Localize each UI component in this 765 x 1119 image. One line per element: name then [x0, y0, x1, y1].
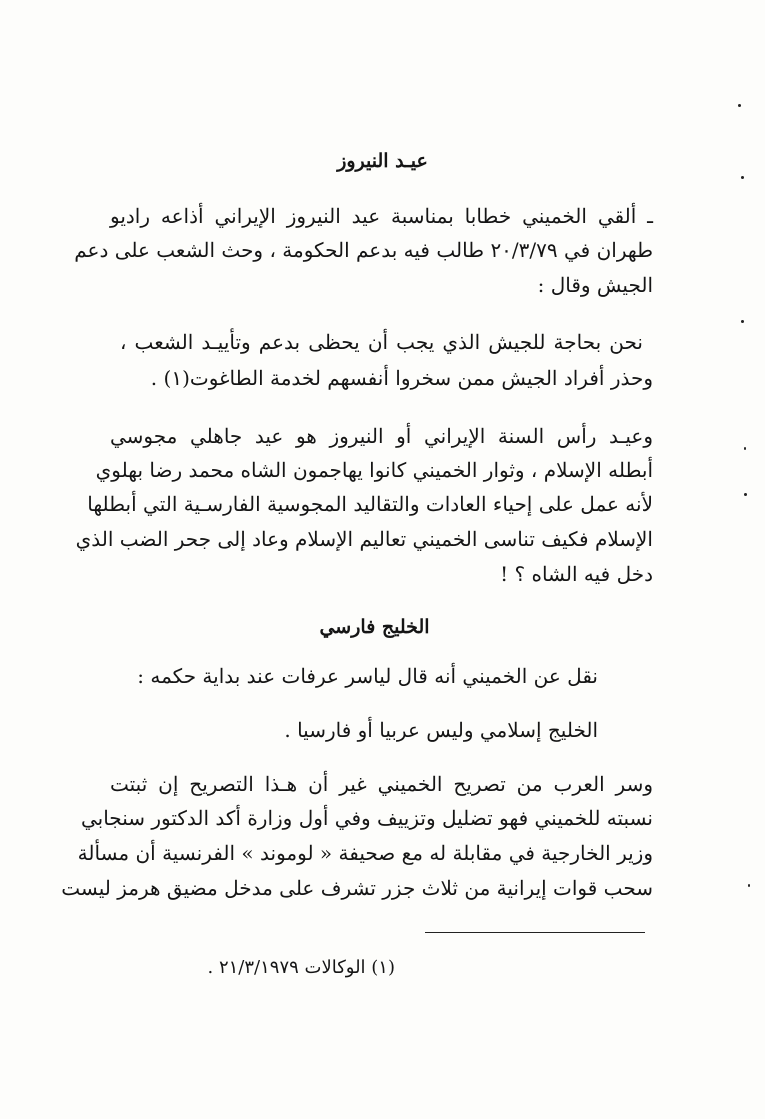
paragraph-line: وسر العرب من تصريح الخميني غير أن هـذا التصريح إن ثبتت: [110, 772, 653, 796]
quote-line: الخليج إسلامي وليس عربيا أو فارسيا .: [284, 718, 598, 742]
scan-speck: [744, 447, 746, 450]
paragraph-line: ـ ألقي الخميني خطابا بمناسبة عيد النيروز الإيراني أذاعه راديو: [110, 204, 653, 228]
paragraph-line: وزير الخارجية في مقابلة له مع صحيفة « لوموند » الفرنسية أن مسألة: [77, 841, 653, 865]
paragraph-line: طهران في ٢٠/٣/٧٩ طالب فيه بدعم الحكومة ، وحث الشعب على دعم: [74, 238, 653, 262]
footnote: (١) الوكالات ٢١/٣/١٩٧٩ .: [207, 957, 395, 978]
paragraph-line: سحب قوات إيرانية من ثلاث جزر تشرف على مدخل مضيق هرمز ليست: [61, 876, 653, 900]
paragraph-line: لأنه عمل على إحياء العادات والتقاليد المجوسية الفارسـية التي أبطلها: [87, 492, 653, 516]
section-heading-persian-gulf: الخليج فارسي: [319, 616, 430, 638]
scan-speck: [741, 320, 744, 323]
paragraph-line: الجيش وقال :: [537, 273, 653, 297]
scan-speck: [741, 176, 744, 179]
paragraph-line: نسبته للخميني فهو تضليل وتزييف وفي أول وزارة أكد الدكتور سنجابي: [80, 806, 653, 830]
scan-speck: [744, 493, 747, 496]
quote-line: وحذر أفراد الجيش ممن سخروا أنفسهم لخدمة الطاغوت(١) .: [150, 366, 653, 390]
paragraph-line: وعيـد رأس السنة الإيراني أو النيروز هو عيد جاهلي مجوسي: [110, 424, 653, 448]
paragraph-line: أبطله الإسلام ، وثوار الخميني كانوا يهاجمون الشاه محمد رضا بهلوي: [95, 458, 653, 482]
paragraph-line: الإسلام فكيف تناسى الخميني تعاليم الإسلام وعاد إلى جحر الضب الذي: [75, 527, 653, 551]
scan-speck: [748, 884, 750, 887]
footnote-divider: [425, 932, 645, 933]
scan-speck: [738, 104, 741, 107]
paragraph-line: دخل فيه الشاه ؟ !: [500, 562, 653, 586]
paragraph-line: نقل عن الخميني أنه قال لياسر عرفات عند بداية حكمه :: [137, 664, 598, 688]
section-heading-nowruz: عيـد النيروز: [337, 150, 428, 172]
quote-line: نحن بحاجة للجيش الذي يجب أن يحظى بدعم وتأييـد الشعب ،: [120, 330, 643, 354]
